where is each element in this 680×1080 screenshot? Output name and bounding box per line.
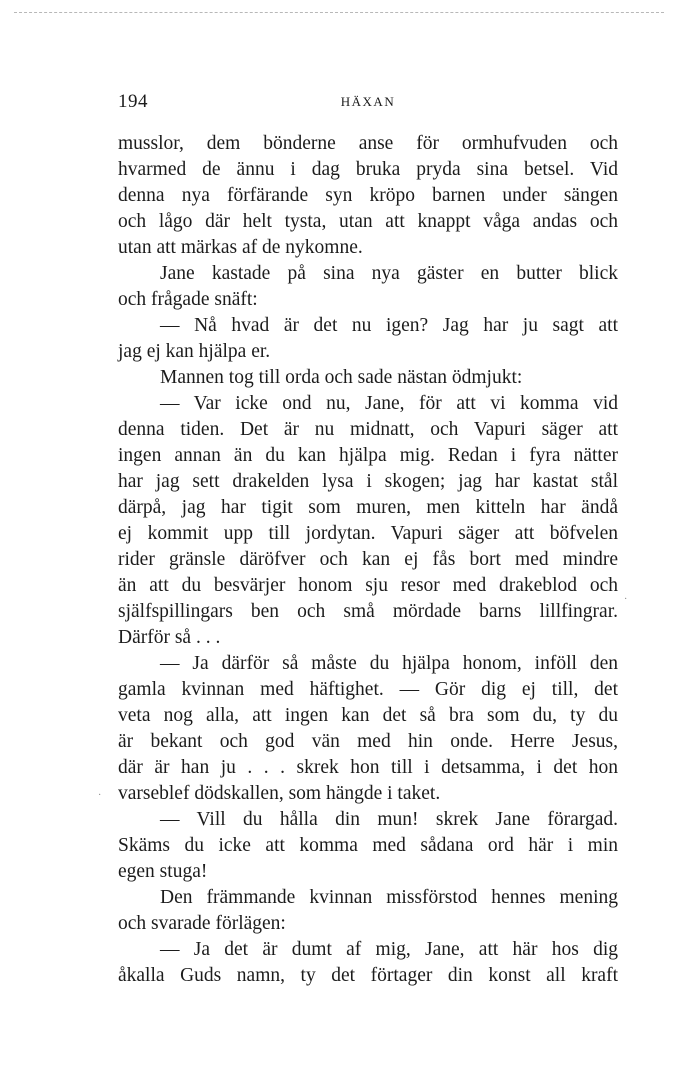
- text-line: är bekant och god vän med hin onde. Herre Jesus,: [118, 731, 618, 752]
- text-line: och svarade förlägen:: [118, 913, 286, 934]
- text-line: Skäms du icke att komma med sådana ord här i min: [118, 835, 618, 856]
- text-line: denna tiden. Det är nu midnatt, och Vapuri säger att: [118, 419, 618, 440]
- text-line: musslor, dem bönderne anse för ormhufvuden och: [118, 133, 618, 154]
- text-line: — Vill du hålla din mun! skrek Jane förargad.: [160, 809, 618, 830]
- text-line: själfspillingars ben och små mördade barns lillfingrar.: [118, 601, 618, 622]
- text-line: ej kommit upp till jordytan. Vapuri säger att böfvelen: [118, 523, 618, 544]
- text-line: än att du besvärjer honom sju resor med drakeblod och: [118, 575, 618, 596]
- text-line: — Nå hvad är det nu igen? Jag har ju sagt att: [160, 315, 618, 336]
- text-line: har jag sett drakelden lysa i skogen; jag har kastat stål: [118, 471, 618, 492]
- text-line: — Var icke ond nu, Jane, för att vi komma vid: [160, 393, 618, 414]
- text-line: Den främmande kvinnan missförstod hennes mening: [160, 887, 618, 908]
- text-line: veta nog alla, att ingen kan det så bra som du, ty du: [118, 705, 618, 726]
- text-line: egen stuga!: [118, 861, 208, 882]
- text-line: gamla kvinnan med häftighet. — Gör dig ej till, det: [118, 679, 618, 700]
- page-number: 194: [118, 91, 148, 112]
- text-line: varseblef dödskallen, som hängde i taket.: [118, 783, 441, 804]
- text-line: Jane kastade på sina nya gäster en butter blick: [160, 263, 618, 284]
- text-line: ingen annan än du kan hjälpa mig. Redan i fyra nätter: [118, 445, 618, 466]
- text-line: rider gränsle däröfver och kan ej fås bort med mindre: [118, 549, 618, 570]
- text-line: och lågo där helt tysta, utan att knappt våga andas och: [118, 211, 618, 232]
- body-text: [118, 131, 618, 989]
- margin-tick: ·: [98, 790, 102, 801]
- text-line: åkalla Guds namn, ty det förtager din konst all kraft: [118, 965, 618, 986]
- text-line: därpå, jag har tigit som muren, men kitteln har ändå: [118, 497, 618, 518]
- text-line: denna nya förfärande syn kröpo barnen under sängen: [118, 185, 618, 206]
- text-line: och frågade snäft:: [118, 289, 258, 310]
- text-line: Mannen tog till orda och sade nästan ödmjukt:: [160, 367, 523, 388]
- text-line: Därför så . . .: [118, 627, 221, 648]
- text-line: hvarmed de ännu i dag bruka pryda sina betsel. Vid: [118, 159, 618, 180]
- running-title: HÄXAN: [340, 94, 396, 109]
- text-line: där är han ju . . . skrek hon till i detsamma, i det hon: [118, 757, 618, 778]
- text-line: — Ja det är dumt af mig, Jane, att här hos dig: [160, 939, 618, 960]
- text-line: — Ja därför så måste du hjälpa honom, inföll den: [160, 653, 618, 674]
- text-line: jag ej kan hjälpa er.: [118, 341, 271, 362]
- page-header: [118, 91, 618, 115]
- text-line: utan att märkas af de nykomne.: [118, 237, 363, 258]
- top-edge-rule: [14, 12, 664, 13]
- margin-tick: ·: [624, 594, 628, 605]
